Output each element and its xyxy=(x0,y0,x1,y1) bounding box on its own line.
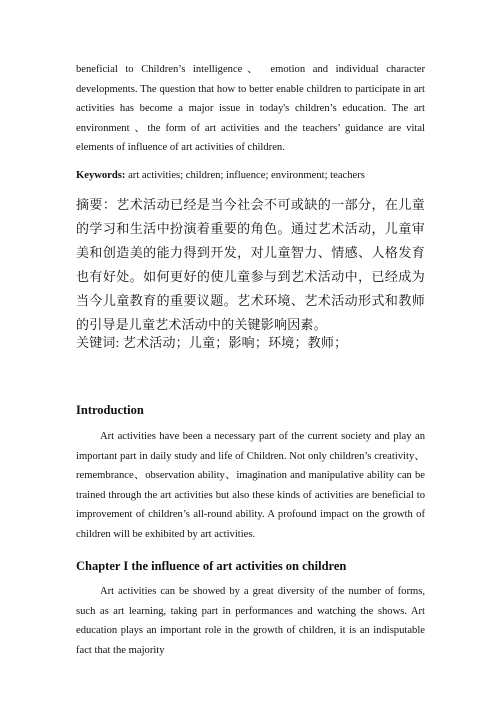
abstract-zh-text: 艺术活动已经是当今社会不可或缺的一部分，在儿童的学习和生活中扮演着重要的角色。通过艺术活动，儿童审美和创造美的能力得到开发，对儿童智力、情感、人格发育也有好处。如何更好的使儿童参与到艺术活动中，已经成为当今儿童教育的重要议题。艺术环境、艺术活动形式和教师的引导是儿童艺术活动中的关键影响因素。 xyxy=(76,197,425,332)
chapter1-body xyxy=(76,582,425,660)
keywords-en-label: Keywords: xyxy=(76,170,126,181)
abstract-en-text: beneficial to Children’s intelligence、 emotion and individual character developments. The question that how to better enable children to participate in art activities has become a major issue in today's children’s education. The art environment 、the form of art activities and the teachers’ guidance are vital elements of influence of art activities of children. xyxy=(76,64,425,154)
chapter1-heading: Chapter I the influence of art activities on children xyxy=(76,559,347,573)
abstract-en xyxy=(76,60,425,158)
abstract-zh-label: 摘要： xyxy=(76,197,117,212)
keywords-en xyxy=(76,166,425,186)
keywords-en-text: art activities; children; influence; environment; teachers xyxy=(125,170,365,181)
keywords-zh xyxy=(76,331,425,355)
introduction-text: Art activities have been a necessary part of the current society and play an important part in daily study and life of Children. Not only children’s creativity、remembrance、observation ability、imagination and manipulative ability can be trained through the art activities but also these kinds of activities are beneficial to improvement of children’s all-round ability. A profound impact on the growth of children will be exhibited by art activities. xyxy=(76,431,425,540)
introduction-heading: Introduction xyxy=(76,403,144,417)
keywords-zh-label: 关键词: xyxy=(76,335,123,350)
introduction-body xyxy=(76,427,425,545)
chapter1-text: Art activities can be showed by a great diversity of the number of forms, such as art learning, taking part in performances and watching the shows. Art education plays an important role in the growth of children, it is an indisputable fact that the majority xyxy=(76,586,425,656)
introduction-section xyxy=(76,402,425,418)
abstract-zh xyxy=(76,193,425,337)
keywords-zh-text: 艺术活动；儿童；影响；环境；教师； xyxy=(122,335,348,350)
chapter1-section xyxy=(76,558,425,574)
